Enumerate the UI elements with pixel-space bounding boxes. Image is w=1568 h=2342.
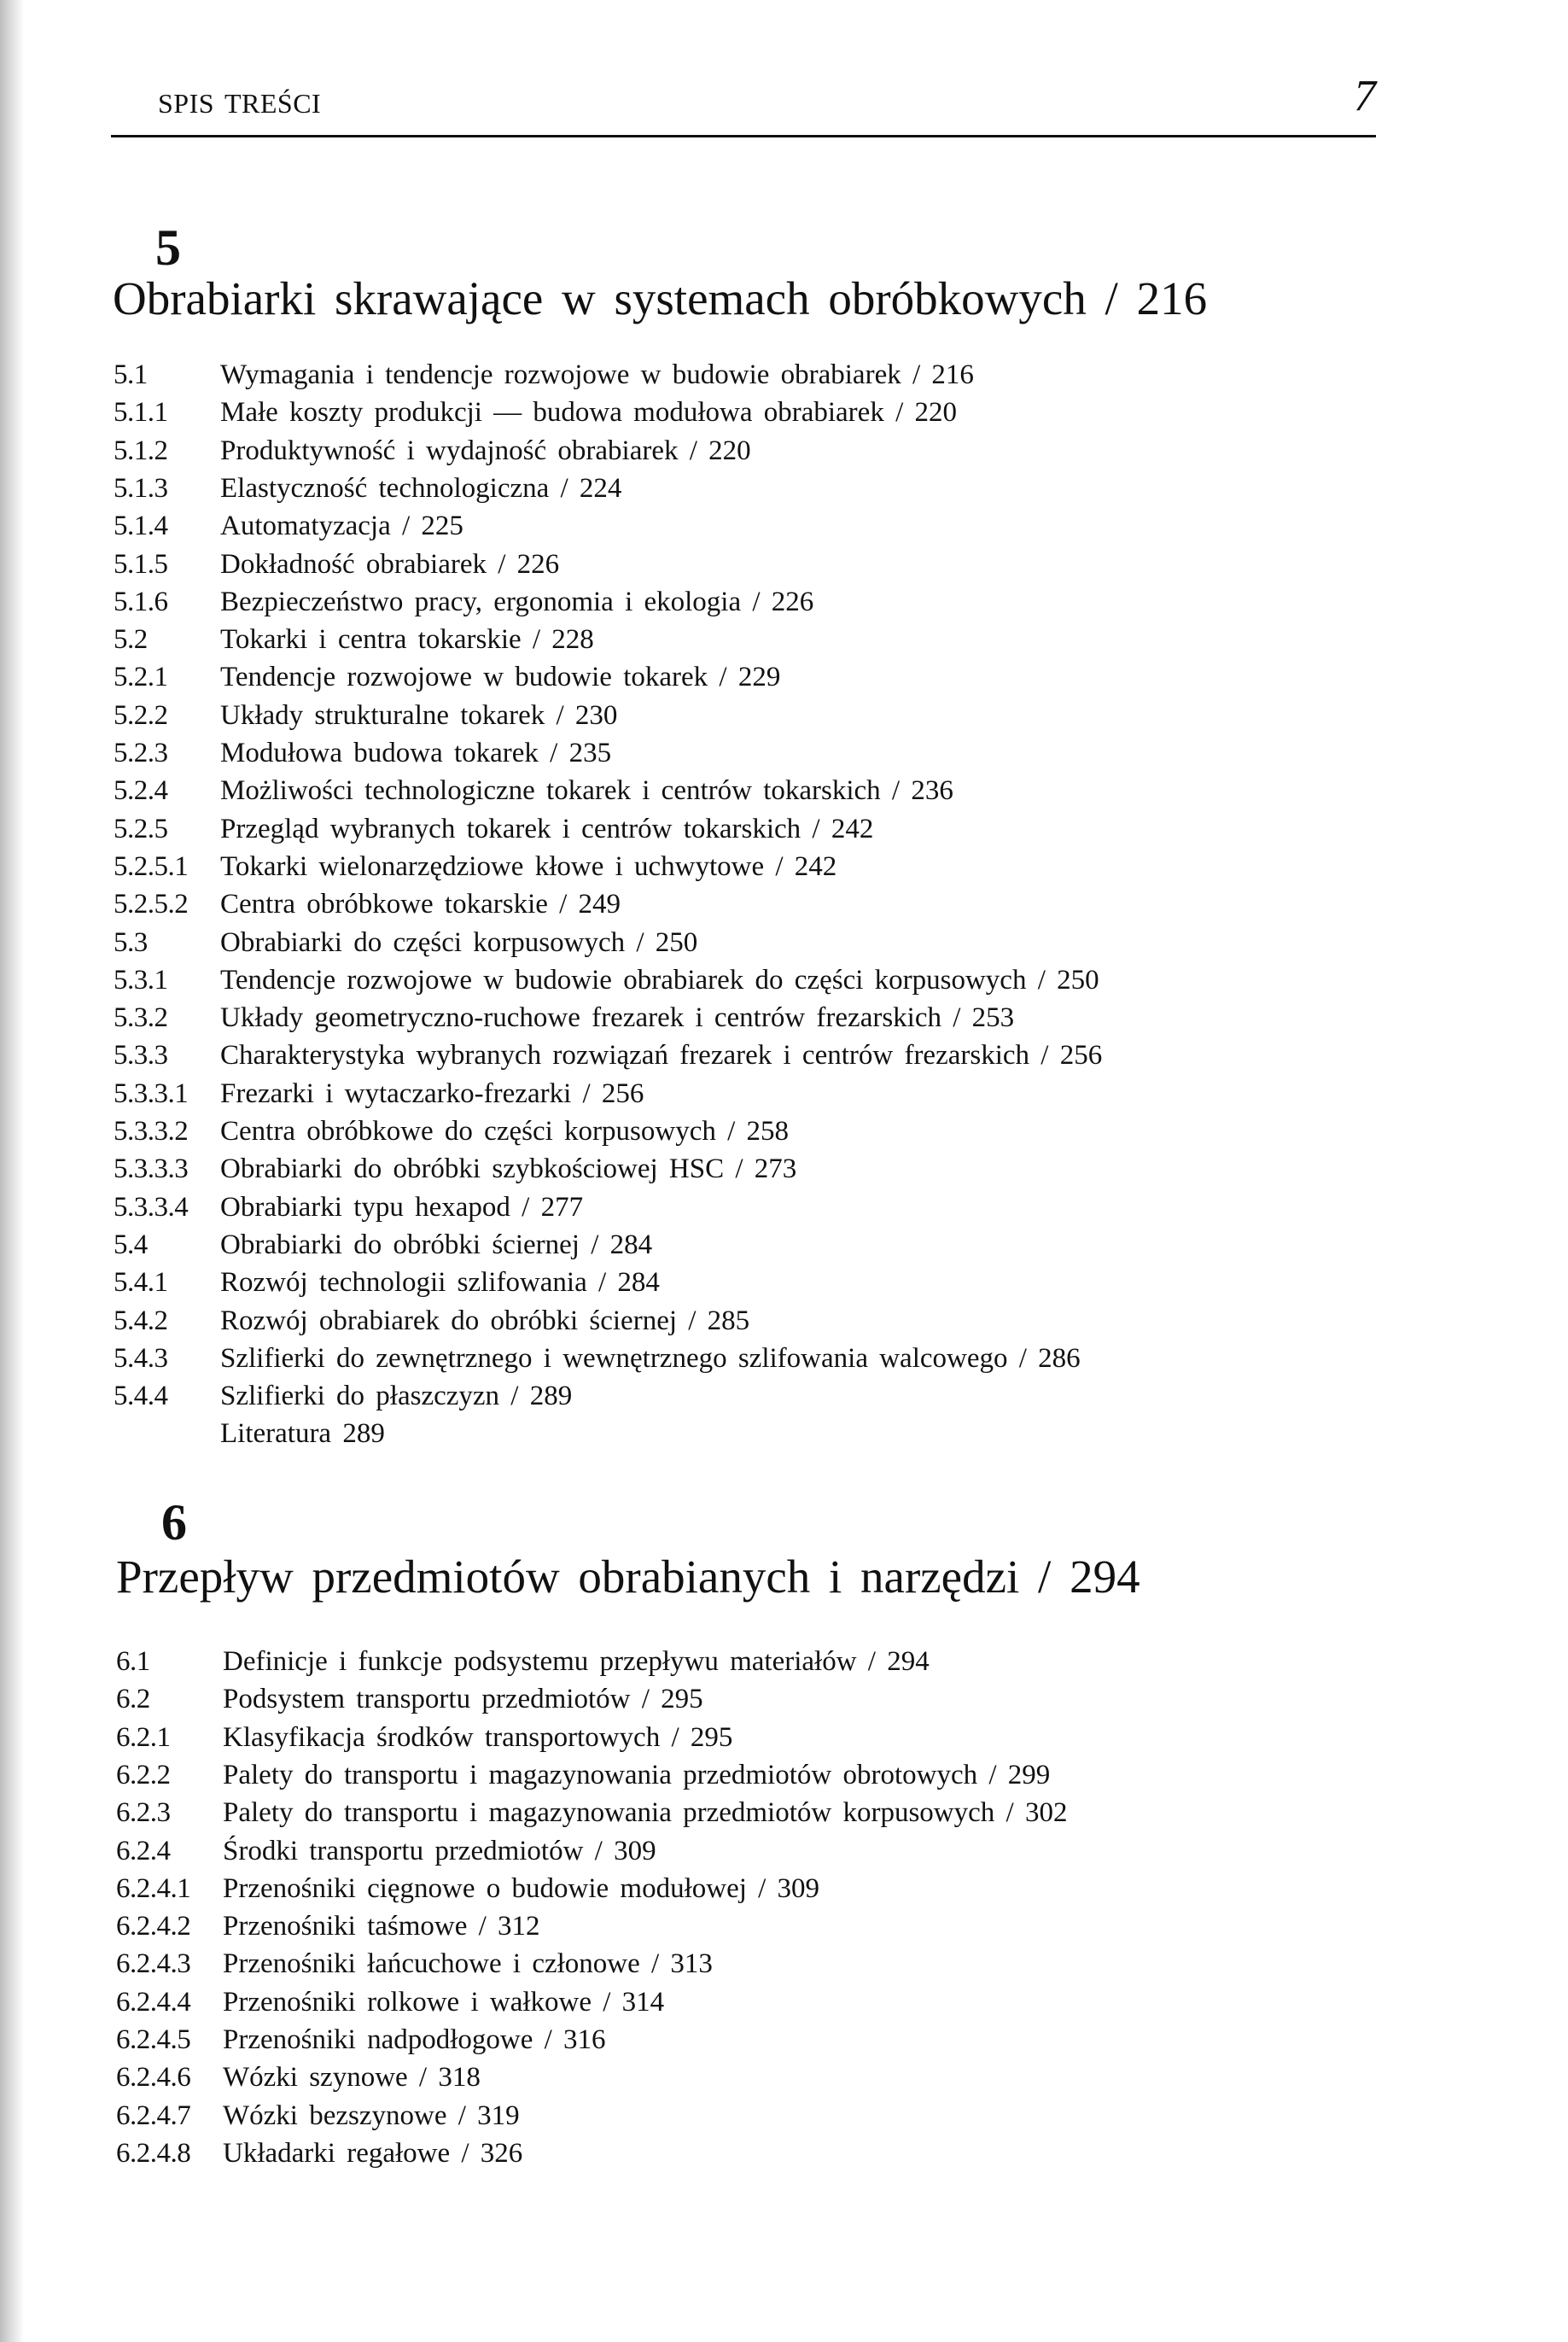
- chapter-6-number: 6: [161, 1494, 187, 1551]
- toc-entry-number: 5.3.3.2: [114, 1116, 189, 1147]
- toc-entry-title: Produktywność i wydajność obrabiarek / 220: [220, 435, 751, 466]
- toc-entry-number: 6.2: [116, 1684, 150, 1715]
- toc-entry-title: Podsystem transportu przedmiotów / 295: [223, 1684, 703, 1715]
- toc-entry-number: 6.2.4.3: [116, 1948, 191, 1980]
- toc-entry-number: 6.2.4: [116, 1835, 171, 1866]
- toc-entry-title: Tendencje rozwojowe w budowie obrabiarek do części korpusowych / 250: [220, 964, 1099, 996]
- toc-entry-number: 5.3.1: [114, 964, 168, 996]
- toc-entry-title: Wózki bezszynowe / 319: [223, 2100, 520, 2131]
- toc-entry-title: Klasyfikacja środków transportowych / 295: [223, 1721, 733, 1753]
- toc-entry-number: 6.2.4.6: [116, 2062, 191, 2094]
- toc-entry-number: 5.2.5: [114, 813, 168, 844]
- toc-entry-title: Przenośniki cięgnowe o budowie modułowej / 309: [223, 1872, 820, 1904]
- toc-entry-number: 5.4.1: [114, 1267, 168, 1299]
- toc-entry-title: Możliwości technologiczne tokarek i centrów tokarskich / 236: [220, 775, 953, 807]
- toc-entry-number: 6.2.4.5: [116, 2024, 191, 2055]
- toc-entry-title: Tokarki wielonarzędziowe kłowe i uchwytowe / 242: [220, 850, 837, 882]
- toc-entry-title: Obrabiarki do obróbki ściernej / 284: [220, 1229, 653, 1260]
- toc-entry-title: Rozwój obrabiarek do obróbki ściernej / 285: [220, 1305, 750, 1336]
- toc-entry-title: Charakterystyka wybranych rozwiązań frezarek i centrów frezarskich / 256: [220, 1040, 1103, 1072]
- toc-entry-title: Tokarki i centra tokarskie / 228: [220, 624, 594, 656]
- toc-entry-number: 5.1.1: [114, 397, 168, 429]
- toc-entry-title: Tendencje rozwojowe w budowie tokarek / 229: [220, 662, 781, 693]
- scan-edge-shadow: [0, 0, 24, 2342]
- toc-entry-title: Elastyczność technologiczna / 224: [220, 472, 622, 504]
- toc-entry-number: 6.2.1: [116, 1721, 171, 1753]
- chapter-5-number: 5: [155, 219, 181, 276]
- toc-entry-number: 6.2.2: [116, 1759, 171, 1790]
- toc-entry-title: Przenośniki nadpodłogowe / 316: [223, 2024, 606, 2055]
- toc-entry-title: Małe koszty produkcji — budowa modułowa obrabiarek / 220: [220, 397, 957, 429]
- toc-entry-title: Bezpieczeństwo pracy, ergonomia i ekologia / 226: [220, 586, 814, 617]
- toc-entry-title: Definicje i funkcje podsystemu przepływu materiałów / 294: [223, 1646, 930, 1677]
- toc-entry-number: 5.2.4: [114, 775, 168, 807]
- chapter-6-title: Przepływ przedmiotów obrabianych i narzędzi / 294: [116, 1551, 1140, 1603]
- toc-entry-number: 5.3.3.1: [114, 1078, 189, 1109]
- page-number: 7: [1354, 72, 1376, 120]
- toc-entry-title: Układarki regałowe / 326: [223, 2137, 523, 2169]
- toc-entry-title: Automatyzacja / 225: [220, 511, 463, 542]
- toc-entry-number: 5.2.3: [114, 738, 168, 768]
- toc-entry-title: Szlifierki do płaszczyzn / 289: [220, 1381, 573, 1412]
- toc-entry-number: 5.1.6: [114, 586, 168, 617]
- toc-entry-title: Rozwój technologii szlifowania / 284: [220, 1267, 660, 1299]
- toc-entry-number: 5.3.3.3: [114, 1153, 189, 1185]
- toc-entry-number: 5.1.5: [114, 548, 168, 580]
- toc-entry-number: 5.1.2: [114, 435, 168, 466]
- toc-entry-number: 5.4.2: [114, 1305, 168, 1336]
- toc-entry-number: 5.3.3: [114, 1040, 168, 1072]
- running-head: SPIS TREŚCI: [158, 88, 322, 119]
- toc-entry-number: 5.2.5.2: [114, 889, 189, 920]
- chapter-5-title: Obrabiarki skrawające w systemach obróbkowych / 216: [113, 272, 1208, 324]
- toc-entry-title: Centra obróbkowe tokarskie / 249: [220, 889, 621, 920]
- toc-entry-title: Przenośniki łańcuchowe i członowe / 313: [223, 1948, 713, 1980]
- toc-entry-title: Środki transportu przedmiotów / 309: [223, 1835, 656, 1866]
- toc-entry-title: Dokładność obrabiarek / 226: [220, 548, 560, 580]
- toc-entry-number: 6.2.4.8: [116, 2137, 191, 2169]
- toc-entry-title: Palety do transportu i magazynowania przedmiotów obrotowych / 299: [223, 1759, 1051, 1790]
- toc-entry-number: 6.2.3: [116, 1797, 171, 1829]
- toc-entry-title: Frezarki i wytaczarko-frezarki / 256: [220, 1078, 644, 1109]
- toc-entry-number: 5.1: [114, 359, 148, 390]
- toc-entry-number: 5.1.3: [114, 472, 168, 504]
- toc-entry-number: 5.2: [114, 624, 148, 656]
- toc-entry-title: Układy strukturalne tokarek / 230: [220, 699, 618, 731]
- toc-entry-number: 5.2.1: [114, 662, 168, 693]
- toc-entry-title: Przenośniki rolkowe i wałkowe / 314: [223, 1986, 665, 2018]
- toc-entry-number: 5.3: [114, 926, 148, 958]
- toc-entry-number: 6.2.4.1: [116, 1872, 191, 1904]
- toc-entry-title: Wózki szynowe / 318: [223, 2062, 481, 2094]
- toc-entry-number: 5.2.2: [114, 699, 168, 731]
- toc-entry-title: Szlifierki do zewnętrznego i wewnętrznego szlifowania walcowego / 286: [220, 1342, 1081, 1374]
- toc-entry-title: Obrabiarki do części korpusowych / 250: [220, 926, 698, 958]
- toc-entry-number: 6.2.4.2: [116, 1911, 191, 1942]
- toc-entry-title: Przegląd wybranych tokarek i centrów tokarskich / 242: [220, 813, 874, 844]
- toc-entry-title: Przenośniki taśmowe / 312: [223, 1911, 540, 1942]
- header-rule: [111, 135, 1376, 137]
- toc-entry-title: Obrabiarki typu hexapod / 277: [220, 1191, 584, 1223]
- toc-entry-title: Układy geometryczno-ruchowe frezarek i centrów frezarskich / 253: [220, 1002, 1015, 1034]
- toc-entry-number: 6.2.4.4: [116, 1986, 191, 2018]
- toc-entry-number: 5.4.3: [114, 1342, 168, 1374]
- toc-entry-number: 6.1: [116, 1646, 150, 1677]
- toc-entry-title: Literatura 289: [220, 1418, 385, 1450]
- toc-entry-title: Wymagania i tendencje rozwojowe w budowie obrabiarek / 216: [220, 359, 974, 390]
- toc-entry-number: 5.3.3.4: [114, 1191, 189, 1223]
- toc-entry-title: Obrabiarki do obróbki szybkościowej HSC / 273: [220, 1153, 797, 1185]
- toc-entry-number: 5.4.4: [114, 1381, 168, 1412]
- toc-entry-number: 5.4: [114, 1229, 148, 1260]
- toc-entry-number: 5.3.2: [114, 1002, 168, 1034]
- toc-entry-title: Modułowa budowa tokarek / 235: [220, 738, 612, 768]
- toc-entry-number: 5.1.4: [114, 511, 168, 542]
- toc-entry-title: Centra obróbkowe do części korpusowych / 258: [220, 1116, 790, 1147]
- toc-entry-number: 5.2.5.1: [114, 850, 189, 882]
- toc-entry-number: 6.2.4.7: [116, 2100, 191, 2131]
- toc-entry-title: Palety do transportu i magazynowania przedmiotów korpusowych / 302: [223, 1797, 1068, 1829]
